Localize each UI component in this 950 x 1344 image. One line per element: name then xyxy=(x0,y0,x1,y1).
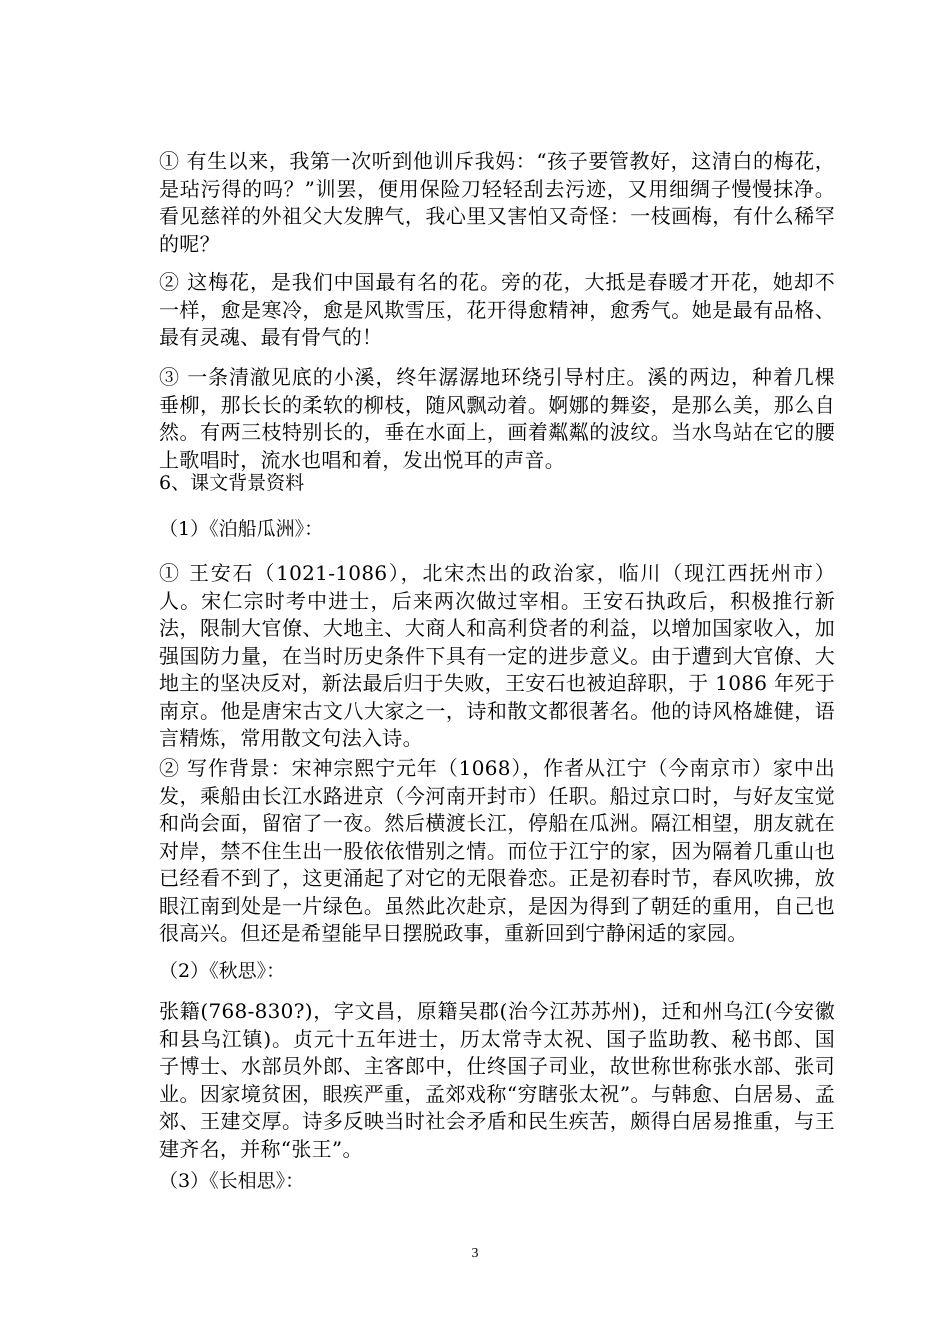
section-heading-6: 6、课文背景资料 xyxy=(159,472,305,494)
paragraph-1: ① 有生以来，我第一次听到他训斥我妈：“孩子要管教好，这清白的梅花，是玷污得的吗？”训罢，便用保险刀轻轻刮去污迹，又用细绸子慢慢抹净。看见慈祥的外祖父大发脾气，我心里又害怕又奇怪：一枝画梅，有什么稀罕的呢？ xyxy=(159,149,835,256)
subheading-2: （2）《秋思》： xyxy=(159,960,286,982)
paragraph-6: 张籍(768-830?)，字文昌，原籍吴郡(治今江苏苏州)，迁和州乌江(今安徽和县乌江镇)。贞元十五年进士，历太常寺太祝、国子监助教、秘书郎、国子博士、水部员外郎、主客郎中，仕终国子司业，故世称世称张水部、张司业。因家境贫困，眼疾严重，孟郊戏称“穷瞎张太祝”。与韩愈、白居易、孟郊、王建交厚。诗多反映当时社会矛盾和民生疾苦，颇得白居易推重，与王建齐名，并称“张王”。 xyxy=(159,999,835,1161)
page-number: 3 xyxy=(471,1246,479,1261)
paragraph-4: ① 王安石（1021-1086），北宋杰出的政治家，临川（现江西抚州市）人。宋仁宗时考中进士，后来两次做过宰相。王安石执政后，积极推行新法，限制大官僚、大地主、大商人和高利贷者的利益，以增加国家收入，加强国防力量，在当时历史条件下具有一定的进步意义。由于遭到大官僚、大地主的坚决反对，新法最后归于失败，王安石也被迫辞职，于 1086 年死于南京。他是唐宋古文八大家之一，诗和散文都很著名。他的诗风格雄健，语言精炼，常用散文句法入诗。 xyxy=(159,561,835,750)
paragraph-3: ③ 一条清澈见底的小溪，终年潺潺地环绕引导村庄。溪的两边，种着几棵垂柳，那长长的柔软的柳枝，随风飘动着。婀娜的舞姿，是那么美，那么自然。有两三枝特别长的，垂在水面上，画着粼粼的波纹。当水鸟站在它的腰上歌唱时，流水也唱和着，发出悦耳的声音。 xyxy=(159,365,835,472)
paragraph-5: ② 写作背景：宋神宗熙宁元年（1068），作者从江宁（今南京市）家中出发，乘船由长江水路进京（今河南开封市）任职。船过京口时，与好友宝觉和尚会面，留宿了一夜。然后横渡长江，停船在瓜洲。隔江相望，朋友就在对岸，禁不住生出一股依依惜别之情。而位于江宁的家，因为隔着几重山也已经看不到了，这更涌起了对它的无限眷恋。正是初春时节，春风吹拂，放眼江南到处是一片绿色。虽然此次赴京，是因为得到了朝廷的重用，自己也很高兴。但还是希望能早日摆脱政事，重新回到宁静闲适的家园。 xyxy=(159,756,835,945)
subheading-1: （1）《泊船瓜洲》： xyxy=(159,518,324,540)
subheading-3: （3）《长相思》： xyxy=(159,1170,305,1192)
paragraph-2: ② 这梅花，是我们中国最有名的花。旁的花，大抵是春暖才开花，她却不一样，愈是寒冷，愈是风欺雪压，花开得愈精神，愈秀气。她是最有品格、最有灵魂、最有骨气的！ xyxy=(159,270,835,349)
